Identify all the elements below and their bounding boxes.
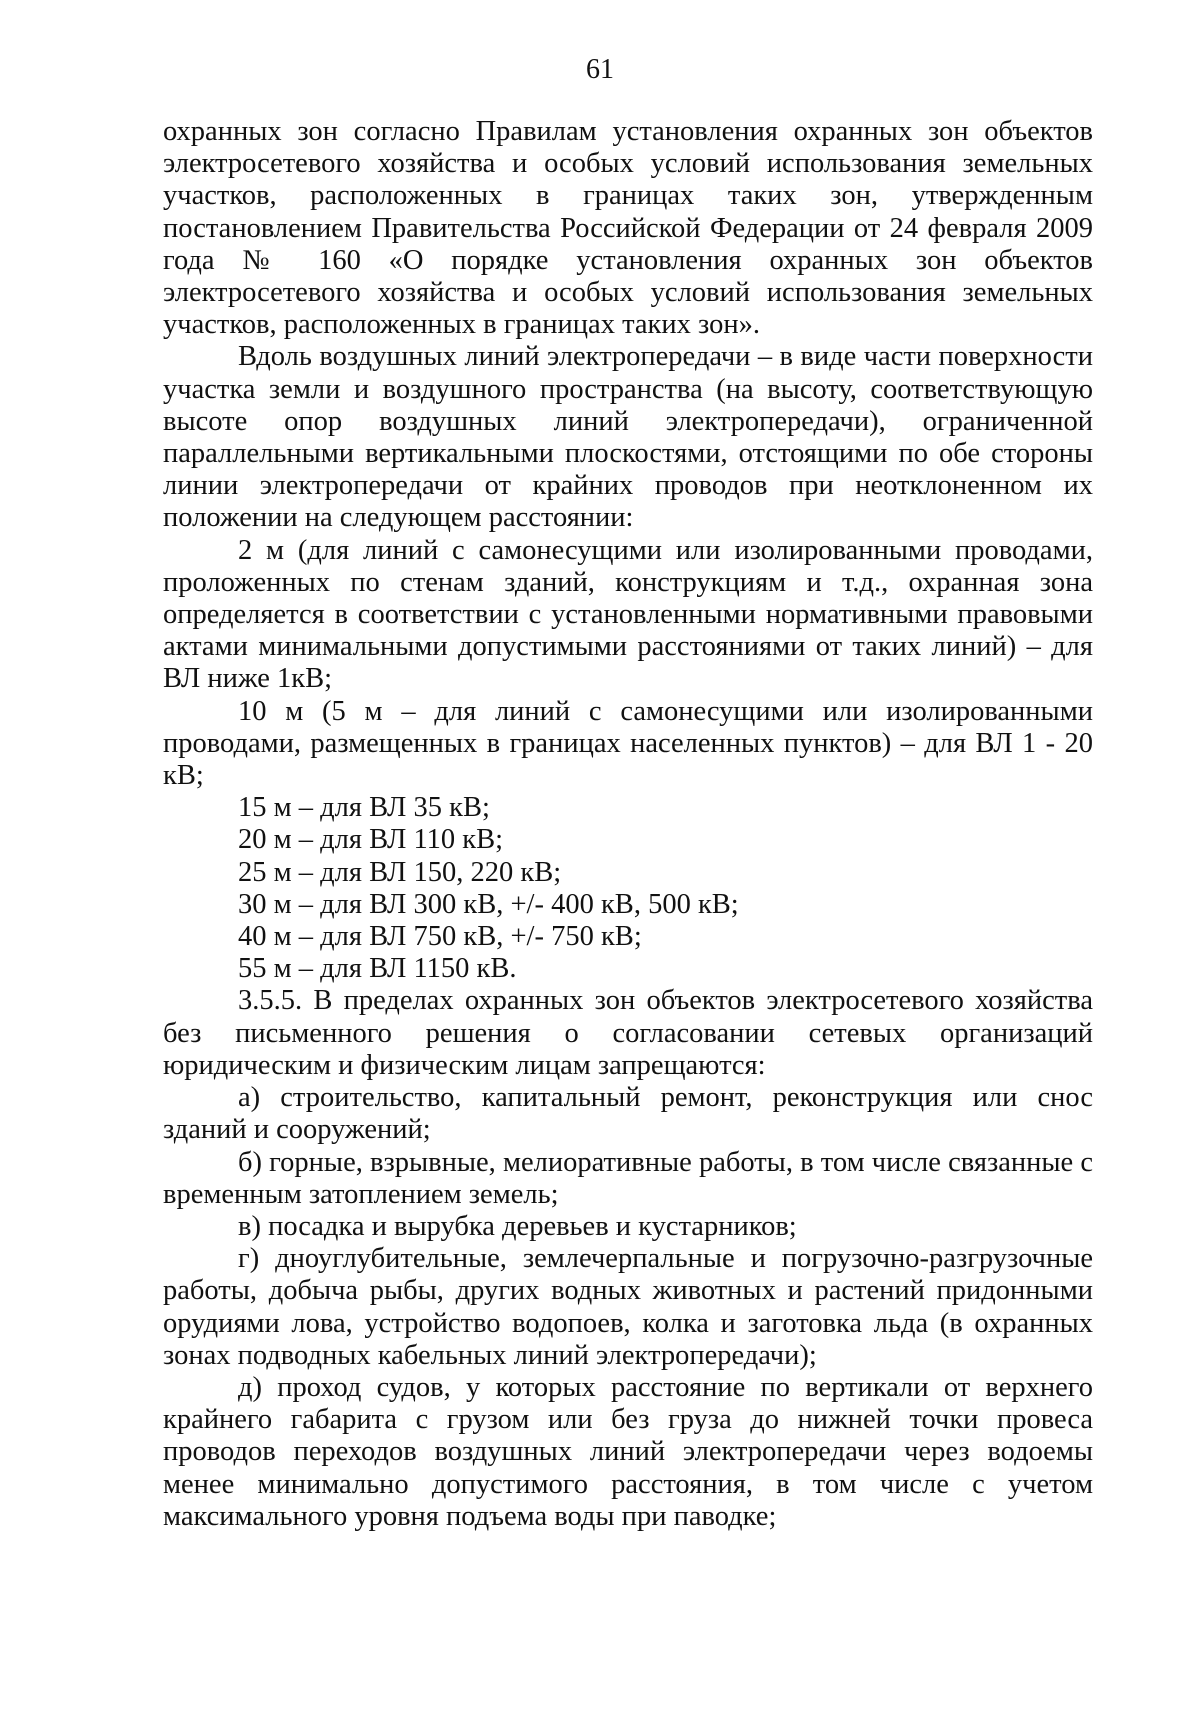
list-item-g: г) дноуглубительные, землечерпальные и погрузочно-разгрузочные работы, добыча рыбы, других водных животных и растений придонными орудиями лова, устройство водопоев, колка и заготовка льда (в охранных зонах подводных кабельных линий электропередачи); xyxy=(163,1243,1093,1371)
list-item-a: а) строительство, капитальный ремонт, реконструкция или снос зданий и сооружений; xyxy=(163,1082,1093,1146)
paragraph-section-3-5-5: 3.5.5. В пределах охранных зон объектов электросетевого хозяйства без письменного решения о согласовании сетевых организаций юридическим и физическим лицам запрещаются: xyxy=(163,985,1093,1081)
paragraph-zone-25m: 25 м – для ВЛ 150, 220 кВ; xyxy=(238,856,562,888)
document-body xyxy=(163,116,1093,1533)
list-item-d: д) проход судов, у которых расстояние по вертикали от верхнего крайнего габарита с грузом или без груза до нижней точки провеса проводов переходов воздушных линий электропередачи через водоемы менее минимально допустимого расстояния, в том числе с учетом максимального уровня подъема воды при паводке; xyxy=(163,1371,1093,1532)
paragraph-overhead-lines-zone: Вдоль воздушных линий электропередачи – в виде части поверхности участка земли и воздушного пространства (на высоту, соответствующую высоте опор воздушных линий электропередачи), ограниченной параллельными вертикальными плоскостями, отстоящими по обе стороны линии электропередачи от крайних проводов при неотклоненном их положении на следующем расстоянии: xyxy=(163,341,1093,534)
paragraph-protection-zone-rules: охранных зон согласно Правилам установления охранных зон объектов электросетевого хозяйства и особых условий использования земельных участков, расположенных в границах таких зон, утвержденным постановлением Правительства Российской Федерации от 24 февраля 2009 года № 160 «О порядке установления охранных зон объектов электросетевого хозяйства и особых условий использования земельных участков, расположенных в границах таких зон». xyxy=(163,116,1093,341)
paragraph-zone-55m: 55 м – для ВЛ 1150 кВ. xyxy=(238,953,517,985)
list-item-v: в) посадка и вырубка деревьев и кустарников; xyxy=(238,1210,797,1242)
page-number: 61 xyxy=(586,54,614,85)
paragraph-zone-20m: 20 м – для ВЛ 110 кВ; xyxy=(238,824,504,856)
list-item-b: б) горные, взрывные, мелиоративные работы, в том числе связанные с временным затоплением земель; xyxy=(163,1146,1093,1210)
paragraph-zone-15m: 15 м – для ВЛ 35 кВ; xyxy=(238,792,490,824)
paragraph-zone-40m: 40 м – для ВЛ 750 кВ, +/- 750 кВ; xyxy=(238,921,642,953)
paragraph-zone-30m: 30 м – для ВЛ 300 кВ, +/- 400 кВ, 500 кВ; xyxy=(238,888,739,920)
paragraph-zone-10m: 10 м (5 м – для линий с самонесущими или изолированными проводами, размещенных в границах населенных пунктов) – для ВЛ 1 - 20 кВ; xyxy=(163,695,1093,792)
paragraph-zone-2m: 2 м (для линий с самонесущими или изолированными проводами, проложенных по стенам зданий, конструкциям и т.д., охранная зона определяется в соответствии с установленными нормативными правовыми актами минимальными допустимыми расстояниями от таких линий) – для ВЛ ниже 1кВ; xyxy=(163,534,1093,695)
